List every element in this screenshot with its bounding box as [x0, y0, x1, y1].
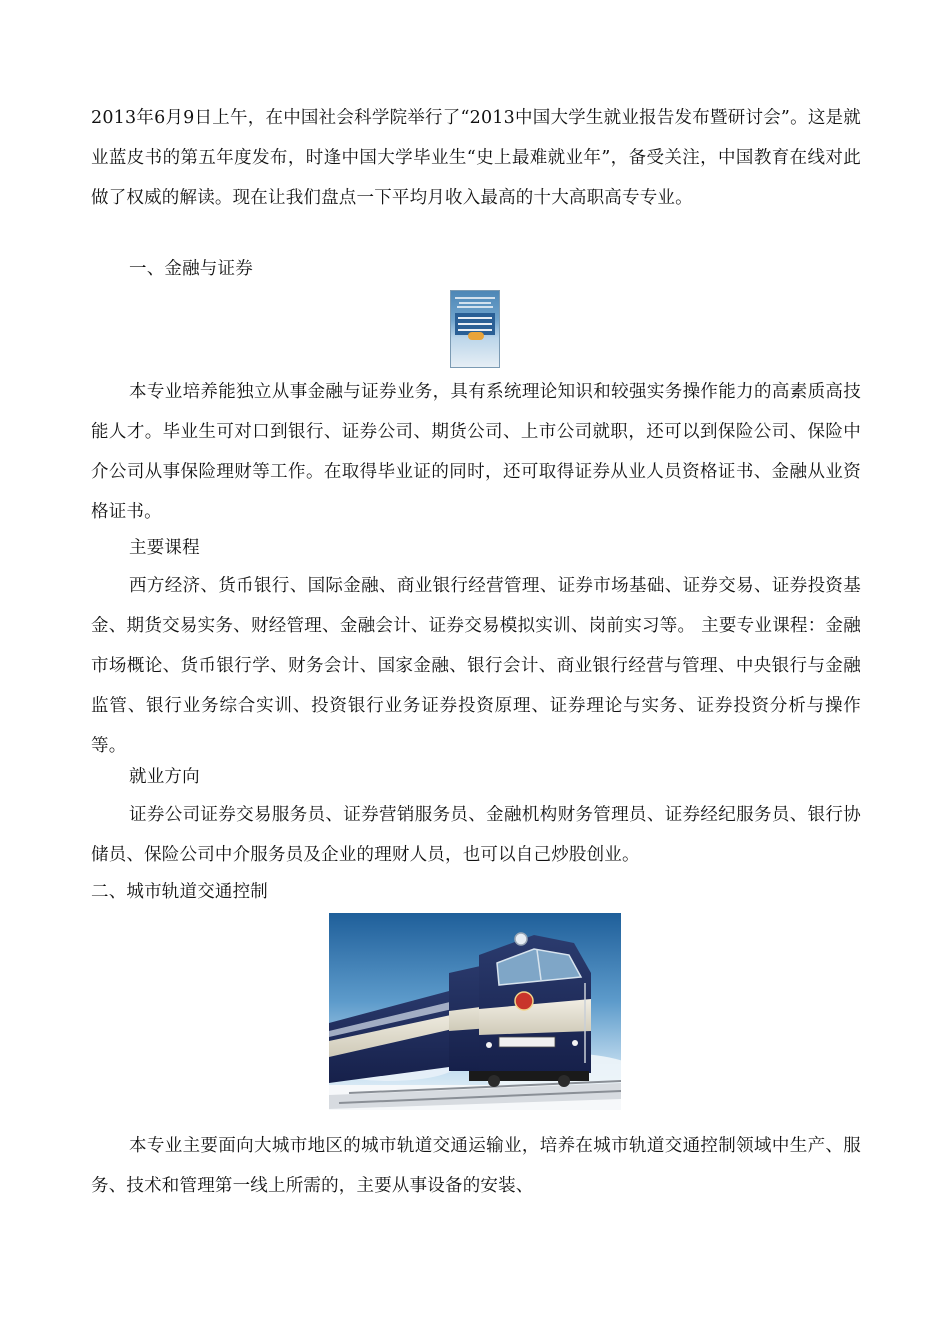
finance-description-paragraph: 本专业培养能独立从事金融与证券业务，具有系统理论知识和较强实务操作能力的高素质高技能人才。毕业生可对口到银行、证券公司、期货公司、上市公司就职，还可以到保险公司、保险中介公司从事保险理财等工作。在取得毕业证的同时，还可取得证券从业人员资格证书、金融从业资格证书。	[91, 382, 861, 522]
main-courses-paragraph: 西方经济、货币银行、国际金融、商业银行经营管理、证券市场基础、证券交易、证券投资基金、期货交易实务、财经管理、金融会计、证券交易模拟实训、岗前实习等。 主要专业课程：金融市场概论、货币银行学、财务会计、国家金融、银行会计、商业银行经营与管理、中央银行与金融监管、银行业务综合实训、投资银行业务证券投资原理、证券理论与实务、证券投资分析与操作等。	[91, 576, 861, 756]
career-direction-paragraph: 证券公司证券交易服务员、证券营销服务员、金融机构财务管理员、证券经纪服务员、银行协储员、保险公司中介服务员及企业的理财人员，也可以自己炒股创业。	[91, 805, 861, 865]
main-courses-label: 主要课程	[129, 538, 200, 558]
intro-paragraph: 2013年6月9日上午，在中国社会科学院举行了“2013中国大学生就业报告发布暨研讨会”。这是就业蓝皮书的第五年度发布，时逢中国大学毕业生“史上最难就业年”，备受关注，中国教育在线对此做了权威的解读。现在让我们盘点一下平均月收入最高的十大高职高专专业。	[91, 108, 861, 208]
rail-description-paragraph: 本专业主要面向大城市地区的城市轨道交通运输业，培养在城市轨道交通控制领域中生产、服务、技术和管理第一线上所需的，主要从事设备的安装、	[91, 1136, 861, 1196]
train-photo-image	[329, 913, 621, 1110]
section-heading-finance: 一、金融与证券	[129, 259, 253, 279]
career-direction-label: 就业方向	[129, 767, 200, 787]
section-heading-rail: 二、城市轨道交通控制	[91, 882, 268, 902]
book-cover-image	[450, 290, 500, 368]
